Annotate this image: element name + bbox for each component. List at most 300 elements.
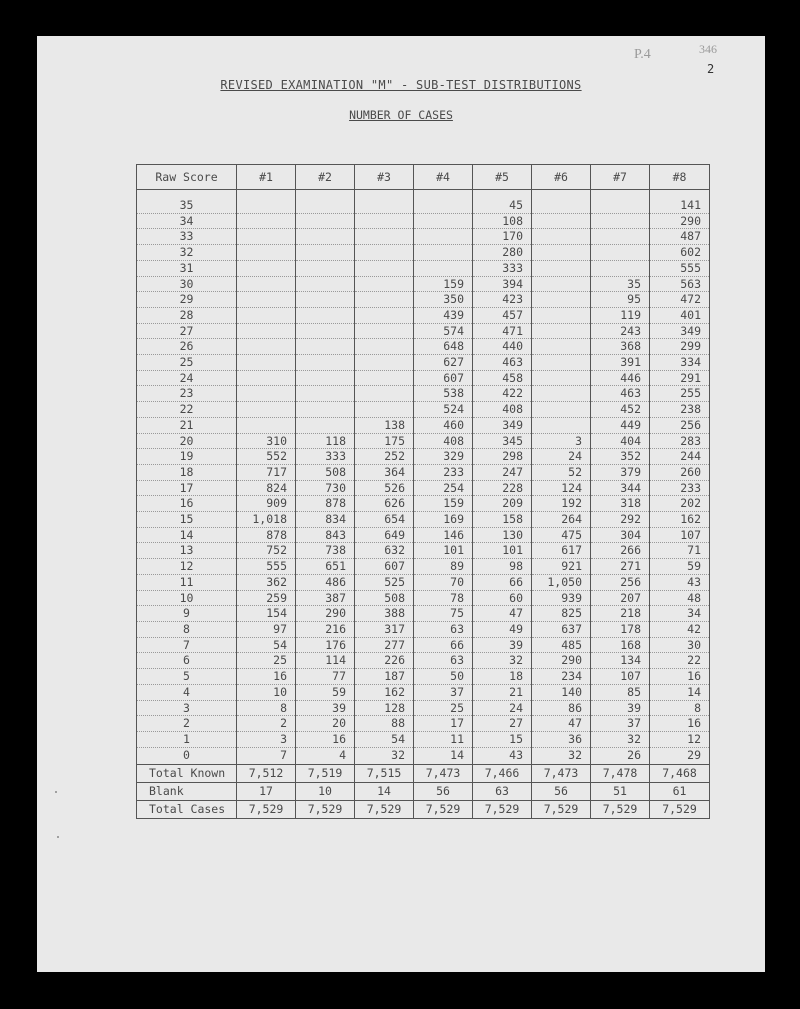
count-cell: 508 xyxy=(355,590,414,606)
raw-score-cell: 12 xyxy=(137,559,237,575)
count-cell: 333 xyxy=(296,449,355,465)
count-cell: 350 xyxy=(414,292,473,308)
count-cell: 538 xyxy=(414,386,473,402)
count-cell: 63 xyxy=(414,653,473,669)
count-cell: 752 xyxy=(237,543,296,559)
count-cell: 3 xyxy=(532,433,591,449)
count-cell xyxy=(532,292,591,308)
count-cell xyxy=(355,402,414,418)
count-cell: 602 xyxy=(650,245,710,261)
table-row xyxy=(137,527,710,543)
header-subtest: #1 xyxy=(237,165,296,190)
count-cell: 1,050 xyxy=(532,574,591,590)
raw-score-cell: 10 xyxy=(137,590,237,606)
count-cell: 256 xyxy=(650,417,710,433)
count-cell: 108 xyxy=(473,213,532,229)
raw-score-cell: 4 xyxy=(137,684,237,700)
raw-score-cell: 34 xyxy=(137,213,237,229)
count-cell xyxy=(296,245,355,261)
count-cell xyxy=(355,229,414,245)
raw-score-cell: 33 xyxy=(137,229,237,245)
count-cell: 394 xyxy=(473,276,532,292)
count-cell: 617 xyxy=(532,543,591,559)
raw-score-cell: 17 xyxy=(137,480,237,496)
count-cell xyxy=(414,213,473,229)
count-cell: 485 xyxy=(532,637,591,653)
count-cell: 36 xyxy=(532,731,591,747)
count-cell xyxy=(237,417,296,433)
count-cell: 449 xyxy=(591,417,650,433)
count-cell: 233 xyxy=(650,480,710,496)
count-cell xyxy=(237,402,296,418)
header-subtest: #8 xyxy=(650,165,710,190)
count-cell: 71 xyxy=(650,543,710,559)
count-cell: 292 xyxy=(591,512,650,528)
count-cell: 344 xyxy=(591,480,650,496)
count-cell: 78 xyxy=(414,590,473,606)
totals-cell: 7,512 xyxy=(237,765,296,783)
count-cell: 95 xyxy=(591,292,650,308)
raw-score-cell: 1 xyxy=(137,731,237,747)
count-cell xyxy=(296,276,355,292)
count-cell xyxy=(296,292,355,308)
count-cell: 52 xyxy=(532,464,591,480)
table-row xyxy=(137,543,710,559)
count-cell: 47 xyxy=(473,606,532,622)
count-cell: 349 xyxy=(650,323,710,339)
totals-cell: 7,515 xyxy=(355,765,414,783)
count-cell: 192 xyxy=(532,496,591,512)
table-row xyxy=(137,433,710,449)
count-cell: 2 xyxy=(237,716,296,732)
table-row xyxy=(137,355,710,371)
count-cell xyxy=(532,213,591,229)
count-cell: 35 xyxy=(591,276,650,292)
count-cell xyxy=(532,260,591,276)
count-cell: 379 xyxy=(591,464,650,480)
totals-cell: 61 xyxy=(650,783,710,801)
count-cell: 24 xyxy=(532,449,591,465)
raw-score-cell: 19 xyxy=(137,449,237,465)
raw-score-cell: 31 xyxy=(137,260,237,276)
count-cell: 651 xyxy=(296,559,355,575)
count-cell: 168 xyxy=(591,637,650,653)
count-cell xyxy=(237,213,296,229)
table-row xyxy=(137,276,710,292)
raw-score-cell: 0 xyxy=(137,747,237,765)
count-cell xyxy=(237,307,296,323)
count-cell: 141 xyxy=(650,190,710,214)
count-cell xyxy=(532,417,591,433)
count-cell xyxy=(532,402,591,418)
raw-score-cell: 18 xyxy=(137,464,237,480)
table-row xyxy=(137,229,710,245)
count-cell: 460 xyxy=(414,417,473,433)
count-cell: 252 xyxy=(355,449,414,465)
count-cell: 291 xyxy=(650,370,710,386)
table-row xyxy=(137,480,710,496)
count-cell: 75 xyxy=(414,606,473,622)
count-cell: 408 xyxy=(414,433,473,449)
header-raw-score: Raw Score xyxy=(137,165,237,190)
count-cell xyxy=(532,307,591,323)
count-cell: 39 xyxy=(473,637,532,653)
count-cell xyxy=(296,213,355,229)
totals-cell: 7,466 xyxy=(473,765,532,783)
count-cell xyxy=(355,355,414,371)
count-cell: 333 xyxy=(473,260,532,276)
count-cell: 299 xyxy=(650,339,710,355)
count-cell xyxy=(414,245,473,261)
table-row xyxy=(137,449,710,465)
count-cell: 825 xyxy=(532,606,591,622)
count-cell: 525 xyxy=(355,574,414,590)
totals-cell: 7,473 xyxy=(414,765,473,783)
count-cell xyxy=(532,370,591,386)
count-cell: 47 xyxy=(532,716,591,732)
count-cell: 234 xyxy=(532,669,591,685)
count-cell xyxy=(237,386,296,402)
count-cell: 207 xyxy=(591,590,650,606)
count-cell: 107 xyxy=(650,527,710,543)
count-cell: 552 xyxy=(237,449,296,465)
count-cell: 16 xyxy=(650,716,710,732)
count-cell: 140 xyxy=(532,684,591,700)
count-cell: 654 xyxy=(355,512,414,528)
raw-score-cell: 5 xyxy=(137,669,237,685)
count-cell: 59 xyxy=(650,559,710,575)
count-cell: 77 xyxy=(296,669,355,685)
count-cell: 627 xyxy=(414,355,473,371)
count-cell: 290 xyxy=(650,213,710,229)
count-cell xyxy=(591,260,650,276)
totals-row xyxy=(137,783,710,801)
count-cell xyxy=(296,417,355,433)
count-cell xyxy=(355,213,414,229)
count-cell: 63 xyxy=(414,621,473,637)
count-cell: 921 xyxy=(532,559,591,575)
count-cell: 39 xyxy=(296,700,355,716)
count-cell: 27 xyxy=(473,716,532,732)
count-cell: 138 xyxy=(355,417,414,433)
header-subtest: #3 xyxy=(355,165,414,190)
count-cell: 717 xyxy=(237,464,296,480)
totals-cell: 7,473 xyxy=(532,765,591,783)
count-cell: 7 xyxy=(237,747,296,765)
totals-cell: 7,529 xyxy=(532,801,591,819)
table-row xyxy=(137,292,710,308)
count-cell: 310 xyxy=(237,433,296,449)
table-row xyxy=(137,307,710,323)
count-cell: 60 xyxy=(473,590,532,606)
count-cell: 648 xyxy=(414,339,473,355)
table-row xyxy=(137,386,710,402)
count-cell: 607 xyxy=(355,559,414,575)
count-cell: 329 xyxy=(414,449,473,465)
count-cell: 440 xyxy=(473,339,532,355)
score-rows xyxy=(137,190,710,765)
raw-score-cell: 7 xyxy=(137,637,237,653)
table-row xyxy=(137,402,710,418)
table-row xyxy=(137,559,710,575)
count-cell: 25 xyxy=(414,700,473,716)
count-cell: 486 xyxy=(296,574,355,590)
count-cell xyxy=(237,245,296,261)
count-cell: 97 xyxy=(237,621,296,637)
count-cell: 463 xyxy=(591,386,650,402)
count-cell xyxy=(237,260,296,276)
count-cell: 176 xyxy=(296,637,355,653)
count-cell: 457 xyxy=(473,307,532,323)
totals-cell: 7,529 xyxy=(650,801,710,819)
table-row xyxy=(137,512,710,528)
count-cell: 54 xyxy=(355,731,414,747)
table-header xyxy=(137,165,710,190)
count-cell: 118 xyxy=(296,433,355,449)
table-row xyxy=(137,606,710,622)
count-cell: 471 xyxy=(473,323,532,339)
count-cell xyxy=(355,260,414,276)
count-cell: 158 xyxy=(473,512,532,528)
table-row xyxy=(137,496,710,512)
count-cell: 34 xyxy=(650,606,710,622)
count-cell xyxy=(355,276,414,292)
count-cell xyxy=(237,190,296,214)
totals-row xyxy=(137,801,710,819)
table-row xyxy=(137,370,710,386)
totals-cell: 56 xyxy=(532,783,591,801)
count-cell: 439 xyxy=(414,307,473,323)
count-cell xyxy=(355,292,414,308)
count-cell: 209 xyxy=(473,496,532,512)
raw-score-cell: 32 xyxy=(137,245,237,261)
table-row xyxy=(137,747,710,765)
table-row xyxy=(137,700,710,716)
count-cell: 277 xyxy=(355,637,414,653)
count-cell: 24 xyxy=(473,700,532,716)
count-cell xyxy=(591,213,650,229)
count-cell: 11 xyxy=(414,731,473,747)
count-cell: 878 xyxy=(237,527,296,543)
count-cell: 472 xyxy=(650,292,710,308)
count-cell xyxy=(532,276,591,292)
count-cell xyxy=(414,190,473,214)
raw-score-cell: 26 xyxy=(137,339,237,355)
count-cell: 26 xyxy=(591,747,650,765)
raw-score-cell: 3 xyxy=(137,700,237,716)
totals-cell: 14 xyxy=(355,783,414,801)
table-row xyxy=(137,339,710,355)
count-cell: 254 xyxy=(414,480,473,496)
count-cell xyxy=(591,245,650,261)
document-title: REVISED EXAMINATION "M" - SUB-TEST DISTRIBUTIONS xyxy=(220,78,582,92)
count-cell: 101 xyxy=(473,543,532,559)
paper-speck xyxy=(57,836,59,838)
count-cell: 124 xyxy=(532,480,591,496)
count-cell: 233 xyxy=(414,464,473,480)
count-cell: 32 xyxy=(473,653,532,669)
count-cell: 574 xyxy=(414,323,473,339)
count-cell: 20 xyxy=(296,716,355,732)
count-cell: 59 xyxy=(296,684,355,700)
totals-cell: 63 xyxy=(473,783,532,801)
count-cell: 649 xyxy=(355,527,414,543)
count-cell: 334 xyxy=(650,355,710,371)
count-cell xyxy=(355,370,414,386)
count-cell: 175 xyxy=(355,433,414,449)
count-cell: 43 xyxy=(650,574,710,590)
raw-score-cell: 6 xyxy=(137,653,237,669)
count-cell xyxy=(296,307,355,323)
count-cell: 226 xyxy=(355,653,414,669)
count-cell: 22 xyxy=(650,653,710,669)
count-cell: 824 xyxy=(237,480,296,496)
raw-score-cell: 21 xyxy=(137,417,237,433)
totals-cell: 7,529 xyxy=(237,801,296,819)
count-cell xyxy=(296,402,355,418)
table-row xyxy=(137,590,710,606)
table-row xyxy=(137,684,710,700)
count-cell: 388 xyxy=(355,606,414,622)
count-cell: 244 xyxy=(650,449,710,465)
totals-label: Total Known xyxy=(137,765,237,783)
table-row xyxy=(137,190,710,214)
count-cell: 88 xyxy=(355,716,414,732)
count-cell xyxy=(296,386,355,402)
count-cell xyxy=(296,190,355,214)
count-cell: 228 xyxy=(473,480,532,496)
count-cell xyxy=(414,229,473,245)
count-cell xyxy=(414,260,473,276)
count-cell: 66 xyxy=(414,637,473,653)
table-row xyxy=(137,464,710,480)
count-cell: 362 xyxy=(237,574,296,590)
count-cell: 422 xyxy=(473,386,532,402)
count-cell: 85 xyxy=(591,684,650,700)
count-cell: 878 xyxy=(296,496,355,512)
table-row xyxy=(137,637,710,653)
totals-cell: 10 xyxy=(296,783,355,801)
raw-score-cell: 2 xyxy=(137,716,237,732)
count-cell: 4 xyxy=(296,747,355,765)
raw-score-cell: 15 xyxy=(137,512,237,528)
count-cell: 218 xyxy=(591,606,650,622)
page-number: 2 xyxy=(707,62,715,76)
count-cell xyxy=(296,370,355,386)
count-cell: 37 xyxy=(414,684,473,700)
count-cell xyxy=(355,339,414,355)
totals-cell: 51 xyxy=(591,783,650,801)
count-cell: 508 xyxy=(296,464,355,480)
table-row xyxy=(137,417,710,433)
count-cell: 66 xyxy=(473,574,532,590)
count-cell: 259 xyxy=(237,590,296,606)
table-row xyxy=(137,213,710,229)
count-cell xyxy=(237,292,296,308)
count-cell: 42 xyxy=(650,621,710,637)
count-cell: 134 xyxy=(591,653,650,669)
count-cell: 146 xyxy=(414,527,473,543)
count-cell: 14 xyxy=(650,684,710,700)
count-cell: 130 xyxy=(473,527,532,543)
header-subtest: #2 xyxy=(296,165,355,190)
count-cell xyxy=(296,339,355,355)
count-cell xyxy=(355,190,414,214)
count-cell: 70 xyxy=(414,574,473,590)
totals-row xyxy=(137,765,710,783)
count-cell: 8 xyxy=(237,700,296,716)
count-cell: 391 xyxy=(591,355,650,371)
count-cell: 48 xyxy=(650,590,710,606)
page-mark-right: 346 xyxy=(699,42,717,56)
count-cell: 187 xyxy=(355,669,414,685)
count-cell: 178 xyxy=(591,621,650,637)
raw-score-cell: 14 xyxy=(137,527,237,543)
count-cell: 202 xyxy=(650,496,710,512)
count-cell: 526 xyxy=(355,480,414,496)
count-cell xyxy=(532,339,591,355)
header-subtest: #5 xyxy=(473,165,532,190)
count-cell: 162 xyxy=(355,684,414,700)
raw-score-cell: 35 xyxy=(137,190,237,214)
table-row xyxy=(137,653,710,669)
table-row xyxy=(137,260,710,276)
table-row xyxy=(137,716,710,732)
totals-cell: 7,529 xyxy=(296,801,355,819)
count-cell: 17 xyxy=(414,716,473,732)
count-cell: 238 xyxy=(650,402,710,418)
raw-score-cell: 22 xyxy=(137,402,237,418)
count-cell: 21 xyxy=(473,684,532,700)
table-row xyxy=(137,621,710,637)
count-cell: 86 xyxy=(532,700,591,716)
count-cell: 563 xyxy=(650,276,710,292)
raw-score-cell: 28 xyxy=(137,307,237,323)
count-cell: 169 xyxy=(414,512,473,528)
count-cell: 458 xyxy=(473,370,532,386)
count-cell: 14 xyxy=(414,747,473,765)
table-row xyxy=(137,245,710,261)
count-cell: 939 xyxy=(532,590,591,606)
count-cell: 607 xyxy=(414,370,473,386)
count-cell: 387 xyxy=(296,590,355,606)
count-cell: 16 xyxy=(237,669,296,685)
count-cell: 3 xyxy=(237,731,296,747)
count-cell: 298 xyxy=(473,449,532,465)
count-cell: 909 xyxy=(237,496,296,512)
count-cell: 266 xyxy=(591,543,650,559)
raw-score-cell: 16 xyxy=(137,496,237,512)
count-cell: 162 xyxy=(650,512,710,528)
count-cell: 37 xyxy=(591,716,650,732)
raw-score-cell: 11 xyxy=(137,574,237,590)
count-cell: 50 xyxy=(414,669,473,685)
count-cell: 738 xyxy=(296,543,355,559)
raw-score-cell: 9 xyxy=(137,606,237,622)
count-cell: 264 xyxy=(532,512,591,528)
count-cell: 730 xyxy=(296,480,355,496)
count-cell: 452 xyxy=(591,402,650,418)
count-cell: 54 xyxy=(237,637,296,653)
totals-cell: 56 xyxy=(414,783,473,801)
count-cell: 364 xyxy=(355,464,414,480)
totals-cell: 7,529 xyxy=(591,801,650,819)
header-row xyxy=(137,165,710,190)
count-cell: 10 xyxy=(237,684,296,700)
header-subtest: #4 xyxy=(414,165,473,190)
count-cell: 487 xyxy=(650,229,710,245)
count-cell xyxy=(532,245,591,261)
